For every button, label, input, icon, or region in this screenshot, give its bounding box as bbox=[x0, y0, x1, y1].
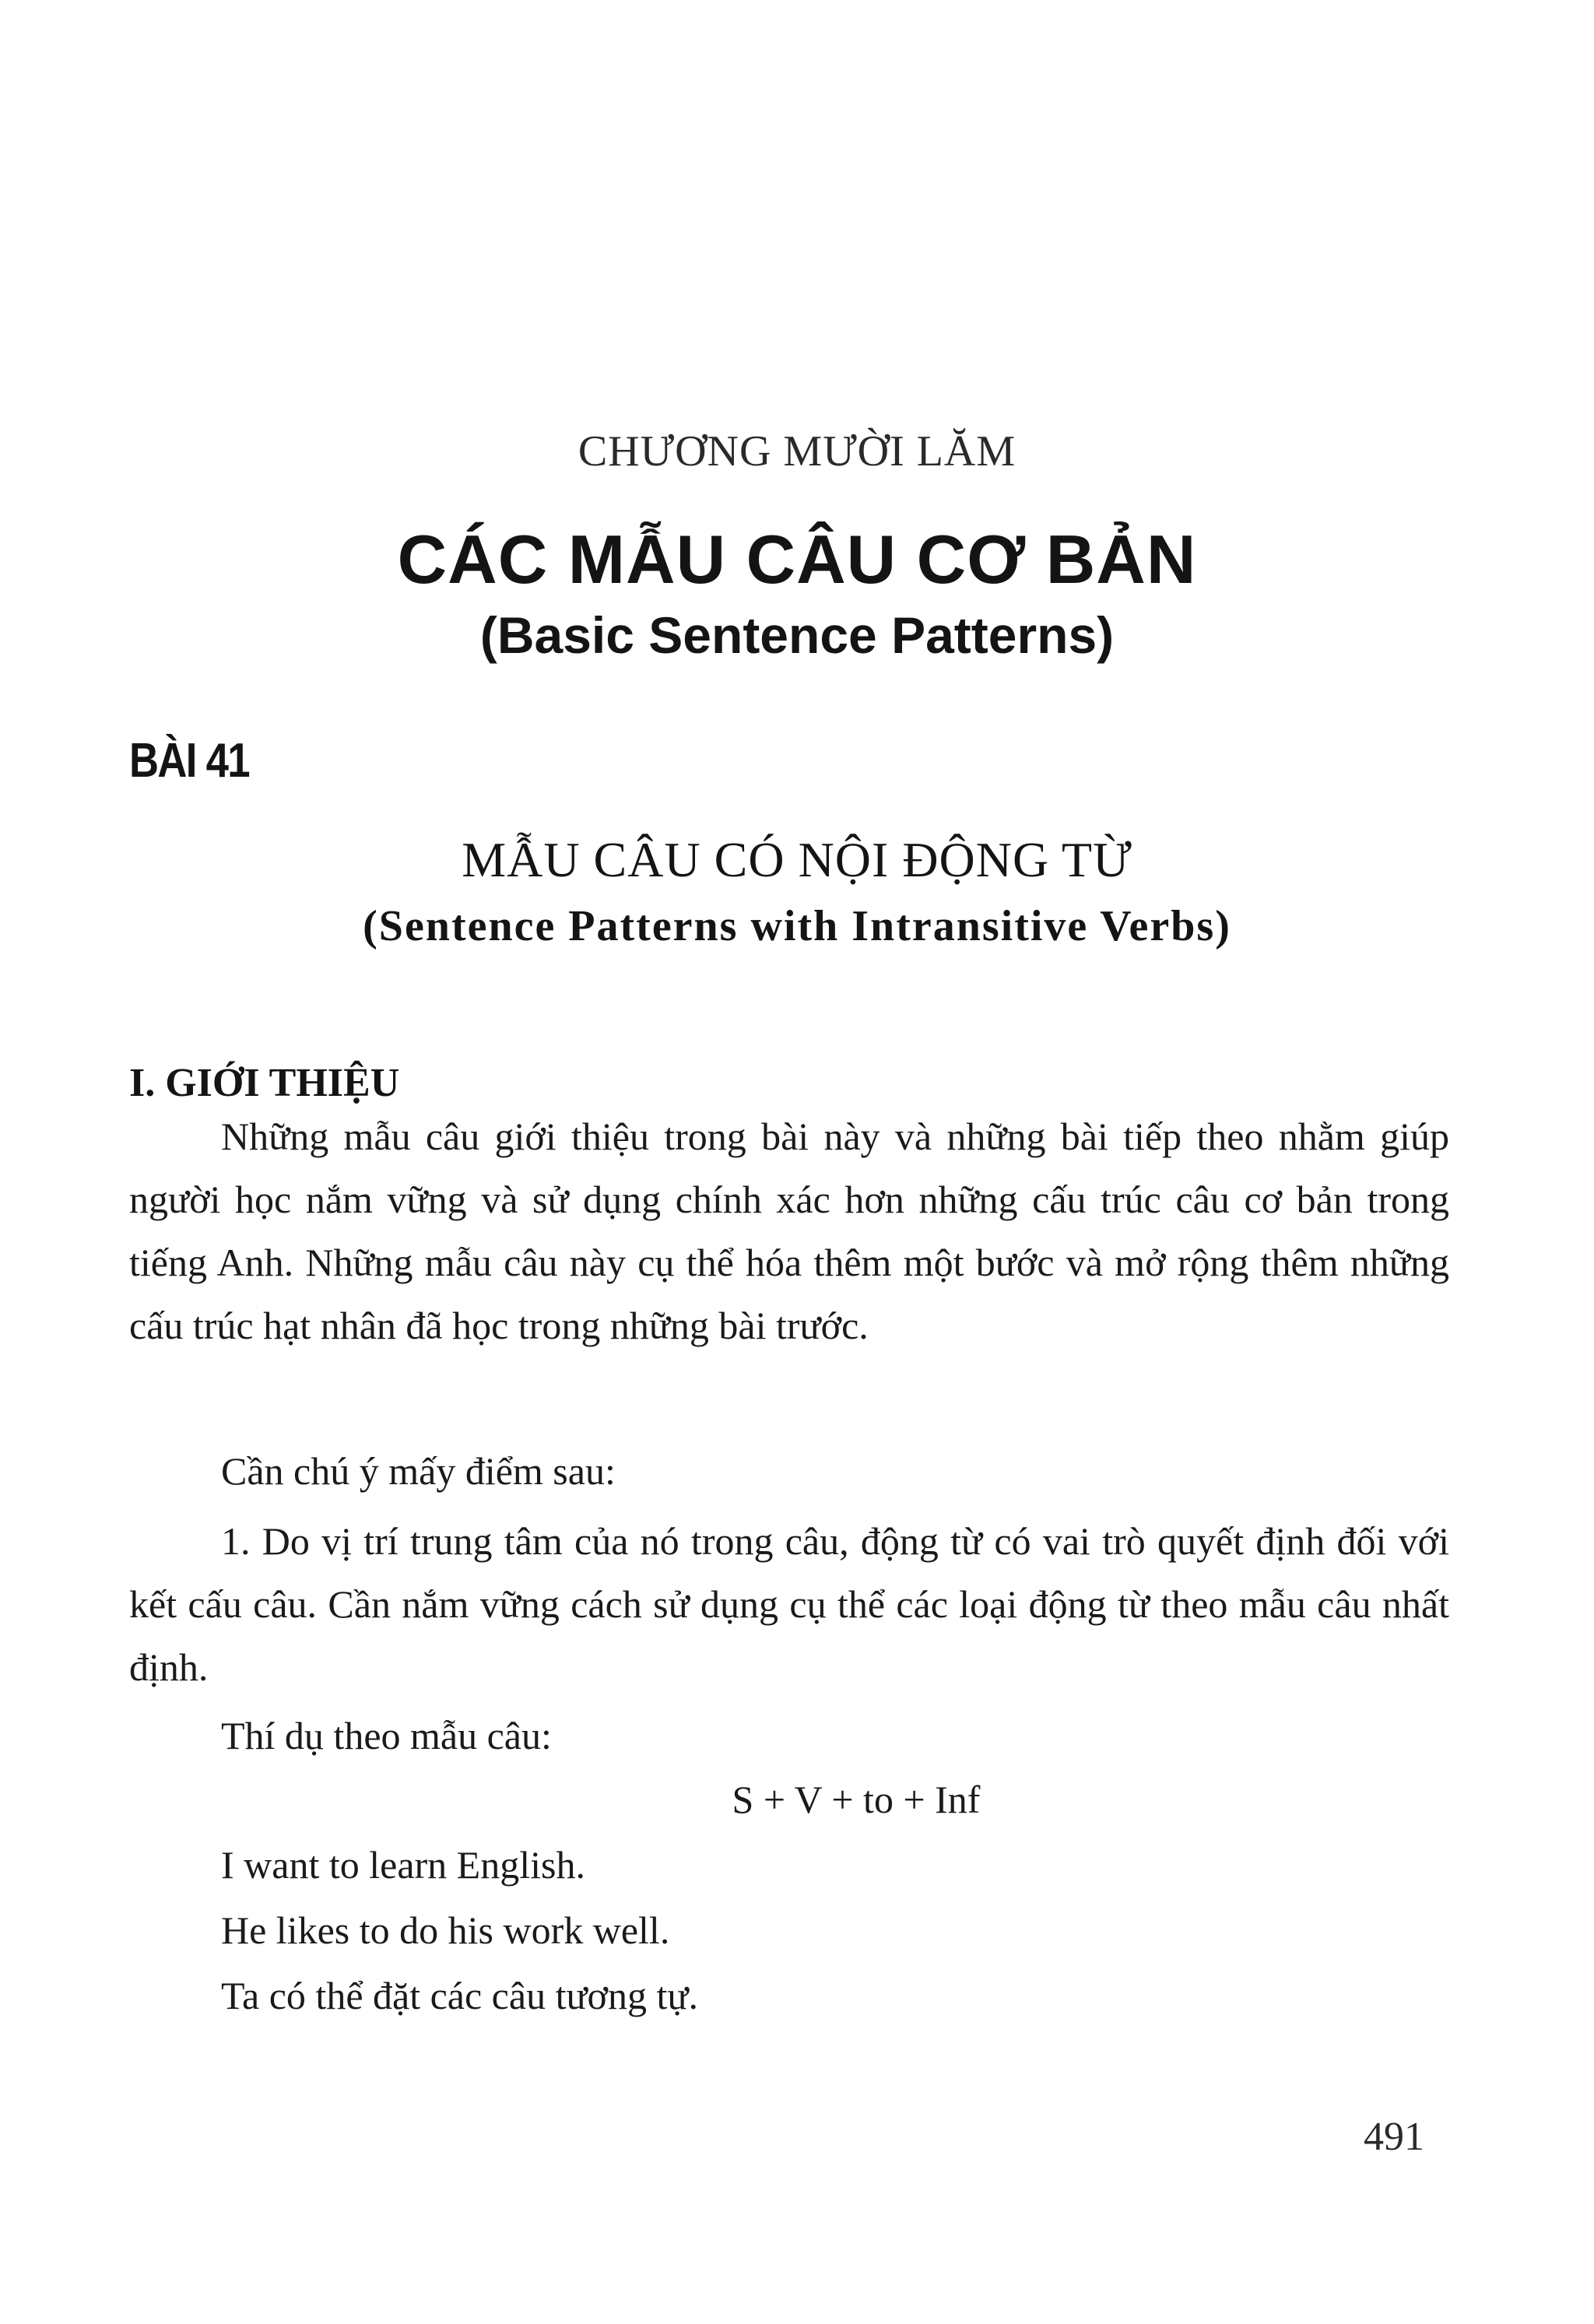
chapter-title: CÁC MẪU CÂU CƠ BẢN bbox=[397, 521, 1197, 598]
sentence-formula: S + V + to + Inf bbox=[732, 1778, 981, 1821]
example-intro: Thí dụ theo mẫu câu: bbox=[221, 1714, 552, 1757]
intro-paragraph: Những mẫu câu giới thiệu trong bài này và những bài tiếp theo nhằm giúp người học nắm vững và sử dụng chính xác hơn những cấu trúc câu cơ bản trong tiếng Anh. Những mẫu câu này cụ thể hóa thêm một bước và mở rộng thêm những cấu trúc hạt nhân đã học trong những bài trước. bbox=[129, 1115, 1449, 1347]
lesson-title: MẪU CÂU CÓ NỘI ĐỘNG TỪ bbox=[462, 832, 1132, 887]
example-sentence-1: I want to learn English. bbox=[221, 1843, 585, 1887]
point-1-paragraph: 1. Do vị trí trung tâm của nó trong câu, động từ có vai trò quyết định đối với kết cấu câu. Cần nắm vững cách sử dụng cụ thể các loại động từ theo mẫu câu nhất định. bbox=[129, 1519, 1449, 1689]
section-heading: I. GIỚI THIỆU bbox=[129, 1061, 400, 1105]
example-sentence-2: He likes to do his work well. bbox=[221, 1908, 670, 1952]
lesson-label: BÀI 41 bbox=[129, 734, 249, 788]
page-number: 491 bbox=[1364, 2115, 1424, 2159]
note-intro: Cần chú ý mấy điểm sau: bbox=[221, 1449, 616, 1493]
lesson-subtitle: (Sentence Patterns with Intransitive Verbs) bbox=[363, 902, 1231, 950]
chapter-label: CHƯƠNG MƯỜI LĂM bbox=[578, 427, 1016, 476]
chapter-subtitle: (Basic Sentence Patterns) bbox=[479, 606, 1115, 664]
closing-sentence: Ta có thể đặt các câu tương tự. bbox=[221, 1974, 698, 2017]
